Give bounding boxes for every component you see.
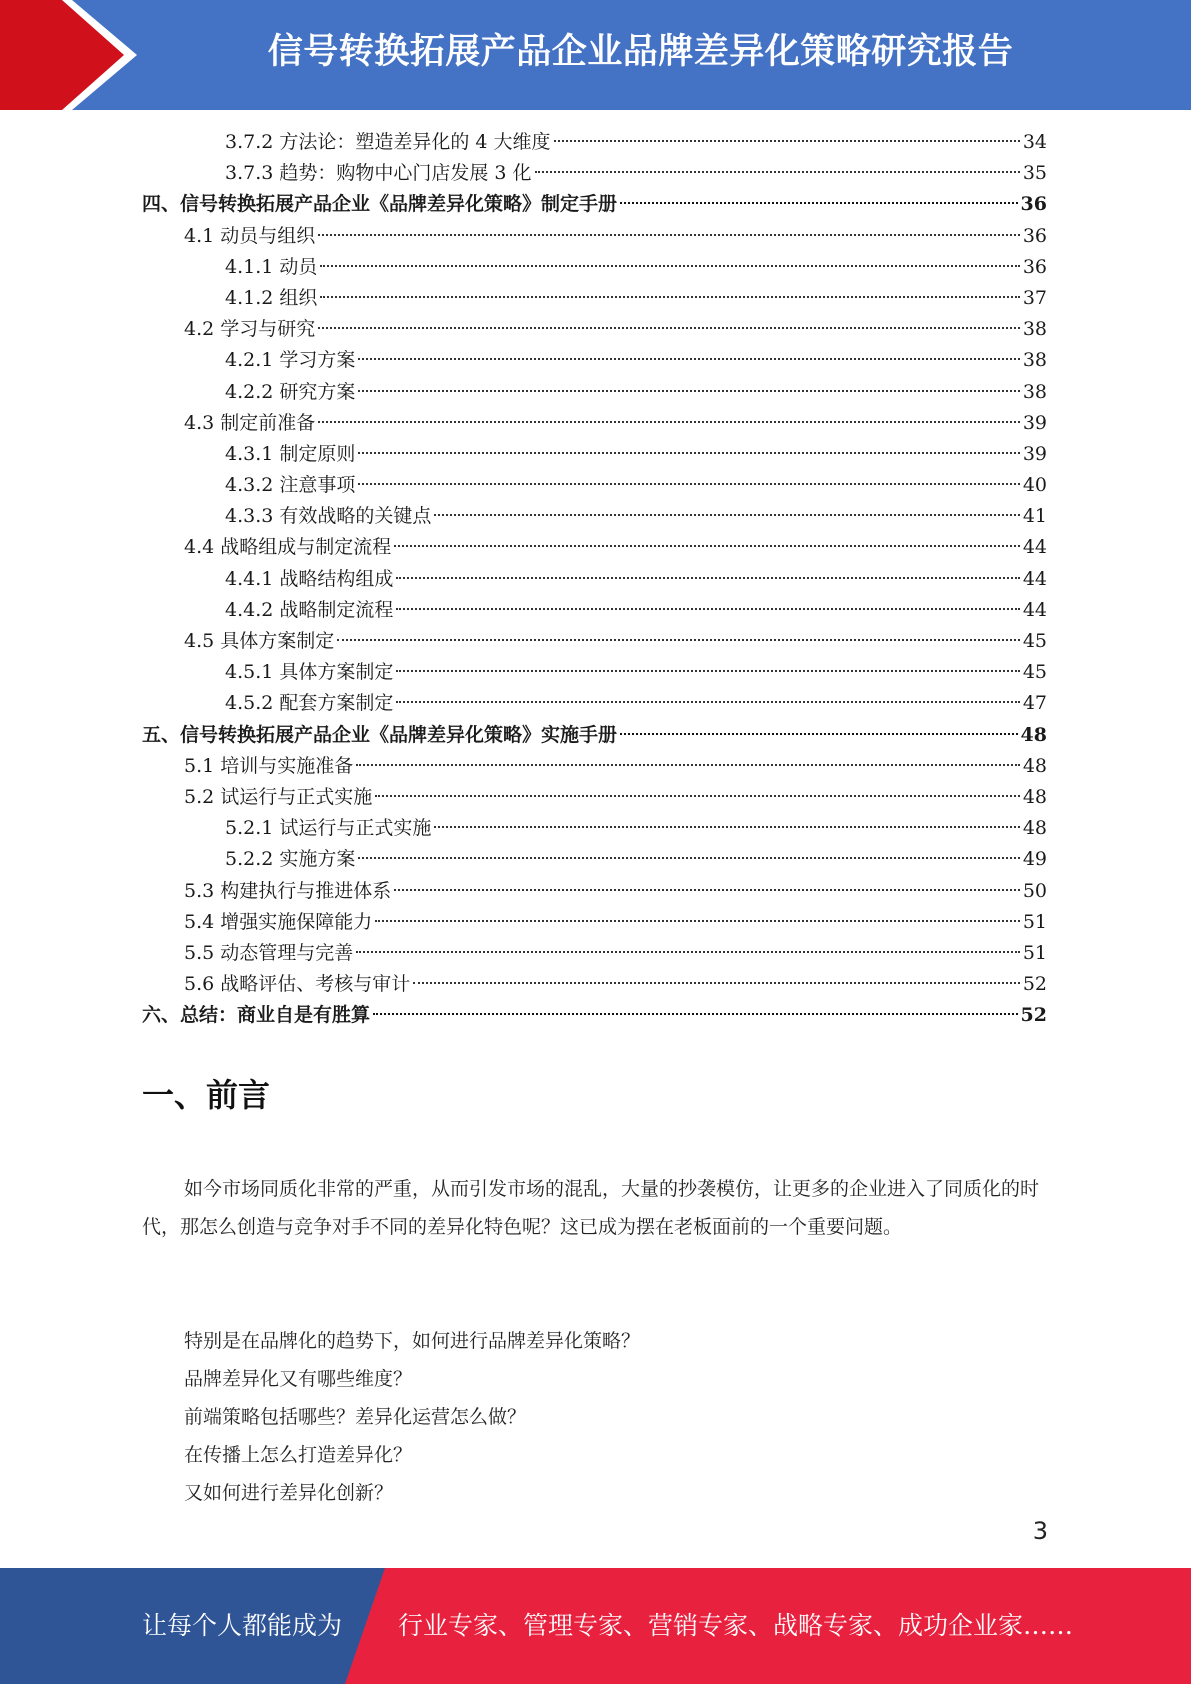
toc-entry[interactable] [142, 532, 1047, 563]
toc-entry-page: 45 [1022, 661, 1047, 684]
toc-dot-leader [356, 951, 1020, 953]
toc-entry-page: 48 [1022, 817, 1047, 840]
page-number: 3 [1032, 1517, 1048, 1545]
toc-dot-leader [358, 452, 1019, 454]
toc-entry-page: 44 [1022, 536, 1047, 559]
question-list [184, 1322, 640, 1512]
toc-dot-leader [396, 608, 1019, 610]
toc-dot-leader [320, 265, 1019, 267]
toc-dot-leader [373, 1013, 1018, 1015]
toc-entry-title: 4.4.2 战略制定流程 [225, 598, 394, 621]
toc-entry[interactable] [142, 626, 1047, 657]
toc-dot-leader [337, 639, 1020, 641]
toc-dot-leader [318, 234, 1020, 236]
toc-dot-leader [358, 390, 1019, 392]
toc-entry-title: 5.1 培训与实施准备 [184, 754, 354, 777]
toc-entry[interactable] [142, 844, 1047, 875]
toc-entry-page: 39 [1022, 442, 1047, 465]
toc-entry-title: 5.4 增强实施保障能力 [184, 910, 373, 933]
toc-entry-title: 5.2.2 实施方案 [225, 848, 356, 871]
question-item: 前端策略包括哪些？差异化运营怎么做？ [184, 1406, 527, 1428]
toc-entry-page: 35 [1022, 162, 1047, 185]
report-title: 信号转换拓展产品企业品牌差异化策略研究报告 [267, 32, 1014, 72]
header-banner [0, 0, 1191, 110]
toc-dot-leader [535, 171, 1020, 173]
footer-slogan-left: 让每个人都能成为 [142, 1611, 343, 1640]
toc-entry[interactable] [142, 907, 1047, 938]
toc-entry-page: 39 [1022, 411, 1047, 434]
toc-dot-leader [394, 545, 1020, 547]
toc-entry[interactable] [142, 127, 1047, 158]
toc-entry-page: 48 [1020, 723, 1047, 746]
toc-entry-title: 4.1.2 组织 [225, 286, 318, 309]
toc-dot-leader [375, 920, 1020, 922]
toc-entry-title: 4.3.3 有效战略的关键点 [225, 505, 432, 528]
toc-entry-page: 51 [1022, 941, 1047, 964]
toc-entry[interactable] [142, 813, 1047, 844]
toc-entry-title: 4.5.1 具体方案制定 [225, 661, 394, 684]
toc-entry[interactable] [142, 751, 1047, 782]
toc-dot-leader [620, 733, 1018, 735]
toc-entry-page: 44 [1022, 598, 1047, 621]
toc-entry-page: 36 [1020, 193, 1047, 216]
footer-slogan-right: 行业专家、管理专家、营销专家、战略专家、成功企业家…… [398, 1611, 1074, 1640]
toc-entry-title: 4.3.2 注意事项 [225, 474, 356, 497]
toc-dot-leader [358, 483, 1019, 485]
toc-entry-page: 37 [1022, 286, 1047, 309]
toc-entry[interactable] [142, 377, 1047, 408]
toc-entry-page: 36 [1022, 255, 1047, 278]
toc-entry-title: 5.2.1 试运行与正式实施 [225, 817, 432, 840]
toc-dot-leader [375, 795, 1020, 797]
toc-entry[interactable] [142, 501, 1047, 532]
toc-entry-page: 52 [1020, 1004, 1047, 1027]
toc-entry[interactable] [142, 782, 1047, 813]
toc-entry[interactable] [142, 189, 1047, 220]
toc-entry-page: 38 [1022, 318, 1047, 341]
toc-dot-leader [358, 358, 1019, 360]
toc-entry-page: 48 [1022, 785, 1047, 808]
toc-dot-leader [356, 764, 1020, 766]
toc-dot-leader [434, 826, 1019, 828]
toc-entry-page: 41 [1022, 505, 1047, 528]
toc-dot-leader [396, 701, 1019, 703]
toc-entry[interactable] [142, 688, 1047, 719]
toc-entry-title: 四、信号转换拓展产品企业《品牌差异化策略》制定手册 [142, 193, 618, 216]
toc-entry-page: 45 [1022, 630, 1047, 652]
toc-entry-page: 38 [1022, 380, 1047, 403]
toc-entry[interactable] [142, 345, 1047, 376]
question-item: 特别是在品牌化的趋势下，如何进行品牌差异化策略？ [184, 1330, 641, 1352]
toc-entry[interactable] [142, 252, 1047, 283]
chevron-arrow-icon [0, 0, 160, 110]
toc-entry[interactable] [142, 876, 1047, 907]
toc-entry-title: 五、信号转换拓展产品企业《品牌差异化策略》实施手册 [142, 723, 618, 746]
question-item: 品牌差异化又有哪些维度？ [184, 1368, 413, 1390]
toc-dot-leader [554, 140, 1020, 142]
toc-entry[interactable] [142, 595, 1047, 626]
toc-entry-title: 4.4.1 战略结构组成 [225, 567, 394, 590]
toc-dot-leader [396, 670, 1019, 672]
toc-dot-leader [320, 296, 1019, 298]
intro-paragraph: 如今市场同质化非常的严重，从而引发市场的混乱，大量的抄袭模仿，让更多的企业进入了同质化的时代，那怎么创造与竞争对手不同的差异化特色呢？这已成为摆在老板面前的一个重要问题。 [142, 1178, 1040, 1238]
toc-entry-page: 34 [1022, 131, 1047, 153]
toc-entry[interactable] [142, 938, 1047, 969]
question-item: 又如何进行差异化创新？ [184, 1482, 394, 1504]
toc-entry[interactable] [142, 1000, 1047, 1031]
toc-entry-title: 4.1 动员与组织 [184, 224, 316, 247]
toc-entry-page: 38 [1022, 349, 1047, 372]
section-heading: 一、前言 [142, 1076, 271, 1114]
toc-entry-page: 44 [1022, 567, 1047, 590]
toc-entry[interactable] [142, 564, 1047, 595]
toc-entry[interactable] [142, 158, 1047, 189]
toc-entry-page: 40 [1022, 474, 1047, 497]
toc-entry[interactable] [142, 408, 1047, 439]
toc-entry-title: 4.3 制定前准备 [184, 411, 316, 434]
toc-entry[interactable] [142, 720, 1047, 751]
toc-dot-leader [358, 857, 1019, 859]
toc-entry-page: 47 [1022, 692, 1047, 715]
toc-dot-leader [318, 327, 1020, 329]
toc-dot-leader [318, 421, 1020, 423]
toc-entry[interactable] [142, 314, 1047, 345]
toc-dot-leader [396, 577, 1019, 579]
toc-entry-page: 48 [1022, 754, 1047, 777]
toc-entry-title: 4.5.2 配套方案制定 [225, 692, 394, 715]
toc-entry-title: 3.7.2 方法论：塑造差异化的 4 大维度 [225, 131, 551, 153]
toc-dot-leader [434, 514, 1019, 516]
toc-entry-title: 4.4 战略组成与制定流程 [184, 536, 392, 559]
toc-entry[interactable] [142, 439, 1047, 470]
toc-entry-page: 50 [1022, 879, 1047, 902]
toc-entry-page: 51 [1022, 910, 1047, 933]
footer-banner [0, 1568, 1191, 1684]
toc-entry-title: 5.2 试运行与正式实施 [184, 785, 373, 808]
question-item: 在传播上怎么打造差异化？ [184, 1444, 413, 1466]
toc-entry[interactable] [142, 470, 1047, 501]
toc-dot-leader [620, 202, 1018, 204]
toc-entry-title: 5.6 战略评估、考核与审计 [184, 973, 411, 996]
toc-entry-page: 36 [1022, 224, 1047, 247]
toc-entry[interactable] [142, 283, 1047, 314]
toc-entry-title: 5.3 构建执行与推进体系 [184, 879, 392, 902]
toc-entry-page: 49 [1022, 848, 1047, 871]
toc-entry-title: 4.2 学习与研究 [184, 318, 316, 341]
toc-entry-title: 4.2.2 研究方案 [225, 380, 356, 403]
toc-entry[interactable] [142, 221, 1047, 252]
toc-entry-title: 5.5 动态管理与完善 [184, 941, 354, 964]
toc-entry-title: 4.1.1 动员 [225, 255, 318, 278]
toc-entry-page: 52 [1022, 973, 1047, 996]
toc-entry-title: 3.7.3 趋势：购物中心门店发展 3 化 [225, 162, 532, 185]
table-of-contents [142, 127, 1047, 1031]
toc-dot-leader [413, 982, 1020, 984]
toc-entry[interactable] [142, 657, 1047, 688]
toc-entry-title: 4.3.1 制定原则 [225, 442, 356, 465]
toc-dot-leader [394, 889, 1020, 891]
toc-entry[interactable] [142, 969, 1047, 1000]
toc-entry-title: 六、总结：商业自是有胜算 [142, 1004, 371, 1027]
toc-entry-title: 4.5 具体方案制定 [184, 630, 335, 652]
toc-entry-title: 4.2.1 学习方案 [225, 349, 356, 372]
